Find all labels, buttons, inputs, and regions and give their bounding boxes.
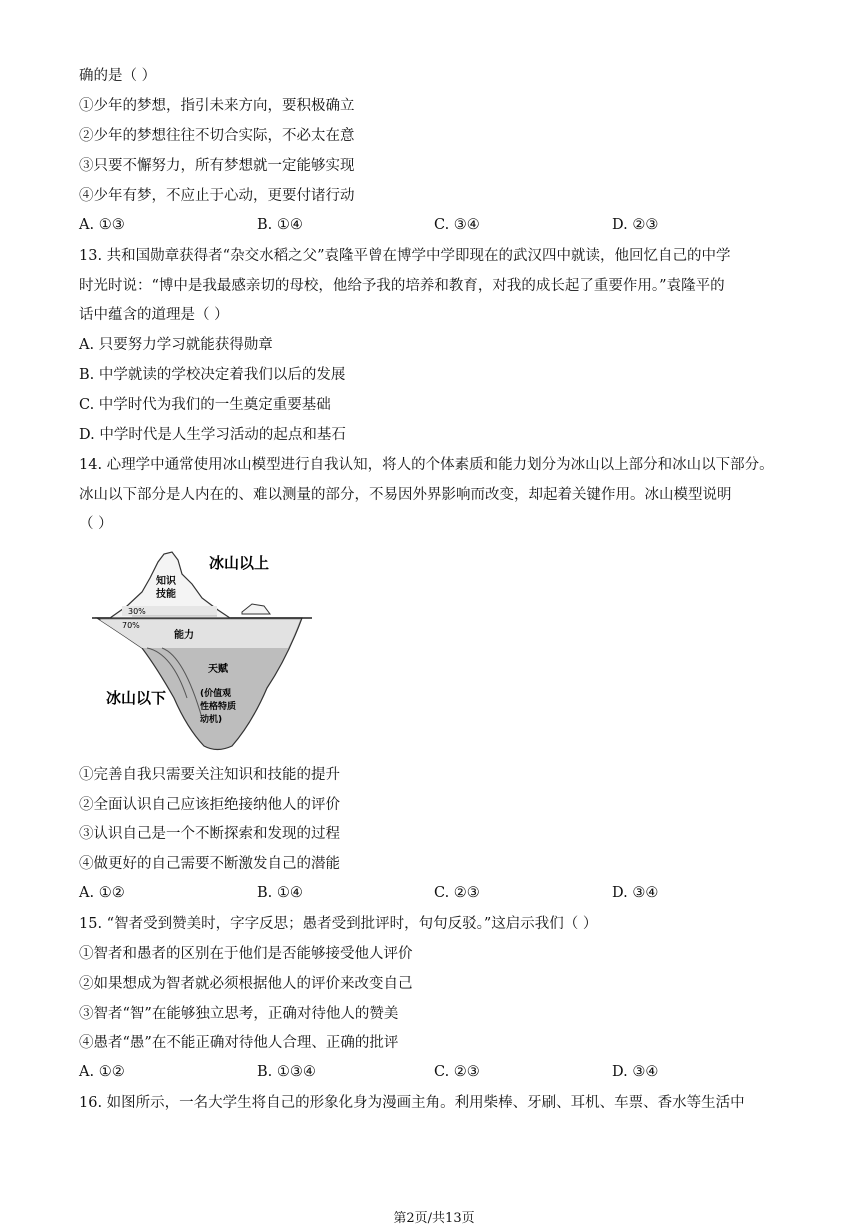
above-water-label: 冰山以上	[209, 554, 270, 572]
q15-options	[79, 1064, 719, 1082]
q13-stem-line-2: 时光时说：“博中是我最感亲切的母校，他给予我的培养和教育，对我的成长起了重要作用。”袁隆平的	[79, 278, 725, 294]
q14-stem-line-3: （ ）	[79, 516, 113, 532]
q14-option-b: B. ①④	[257, 885, 303, 901]
q12-item-3: ③只要不懈努力，所有梦想就一定能够实现	[79, 158, 355, 174]
pct-below-label: 70%	[122, 621, 140, 630]
q12-option-d: D. ②③	[612, 217, 659, 233]
pct-above-label: 30%	[128, 607, 146, 616]
q13-option-c: C. 中学时代为我们的一生奠定重要基础	[79, 397, 331, 413]
q14-item-4: ④做更好的自己需要不断激发自己的潜能	[79, 856, 340, 872]
q12-option-b: B. ①④	[257, 217, 303, 233]
q15-option-c: C. ②③	[434, 1064, 480, 1080]
q14-item-3: ③认识自己是一个不断探索和发现的过程	[79, 826, 340, 842]
q15-option-d: D. ③④	[612, 1064, 659, 1080]
q12-item-4: ④少年有梦，不应止于心动，更要付诸行动	[79, 188, 355, 204]
skill-label: 技能	[156, 589, 176, 600]
traits-label: 性格特质	[200, 702, 237, 712]
q14-stem-line-2: 冰山以下部分是人内在的、难以测量的部分，不易因外界影响而改变，却起着关键作用。冰山模型说明	[79, 487, 732, 503]
q15-option-b: B. ①③④	[257, 1064, 316, 1080]
below-water-label: 冰山以下	[106, 689, 167, 707]
q14-item-1: ①完善自我只需要关注知识和技能的提升	[79, 767, 340, 783]
knowledge-label: 知识	[156, 576, 176, 587]
q13-option-a: A. 只要努力学习就能获得勋章	[79, 337, 273, 353]
q14-option-a: A. ①②	[79, 885, 125, 901]
q13-stem-line-1: 13. 共和国勋章获得者“杂交水稻之父”袁隆平曾在博学中学即现在的武汉四中就读，他回忆自己的中学	[79, 248, 731, 264]
q13-option-b: B. 中学就读的学校决定着我们以后的发展	[79, 367, 346, 383]
q13-option-d: D. 中学时代是人生学习活动的起点和基石	[79, 427, 346, 443]
q12-item-2: ②少年的梦想往往不切合实际，不必太在意	[79, 128, 355, 144]
motive-label: 动机)	[200, 715, 223, 725]
q14-stem-line-1: 14. 心理学中通常使用冰山模型进行自我认知，将人的个体素质和能力划分为冰山以上部分和冰山以下部分。	[79, 457, 774, 473]
q15-item-3: ③智者“智”在能够独立思考，正确对待他人的赞美	[79, 1006, 399, 1022]
q12-option-a: A. ①③	[79, 217, 125, 233]
q14-item-2: ②全面认识自己应该拒绝接纳他人的评价	[79, 797, 340, 813]
q14-options	[79, 885, 719, 903]
q12-stem-end: 确的是（ ）	[79, 68, 157, 84]
q16-stem: 16. 如图所示，一名大学生将自己的形象化身为漫画主角。利用柴棒、牙刷、耳机、车票、香水等生活中	[79, 1095, 745, 1111]
q15-option-a: A. ①②	[79, 1064, 125, 1080]
q15-item-2: ②如果想成为智者就必须根据他人的评价来改变自己	[79, 976, 413, 992]
q14-option-d: D. ③④	[612, 885, 659, 901]
q15-stem: 15. “智者受到赞美时，字字反思；愚者受到批评时，句句反驳。”这启示我们（ ）	[79, 916, 598, 932]
q13-stem-line-3: 话中蕴含的道理是（ ）	[79, 307, 229, 323]
iceberg-figure	[92, 548, 322, 753]
q15-item-1: ①智者和愚者的区别在于他们是否能够接受他人评价	[79, 946, 413, 962]
q12-item-1: ①少年的梦想，指引未来方向，要积极确立	[79, 98, 355, 114]
ability-label: 能力	[174, 630, 194, 641]
q14-option-c: C. ②③	[434, 885, 480, 901]
values-label: (价值观	[200, 689, 232, 699]
page-footer: 第2页/共13页	[393, 1211, 475, 1226]
talent-label: 天赋	[208, 664, 228, 675]
q12-option-c: C. ③④	[434, 217, 480, 233]
q15-item-4: ④愚者“愚”在不能正确对待他人合理、正确的批评	[79, 1035, 399, 1051]
q12-options	[79, 217, 719, 235]
